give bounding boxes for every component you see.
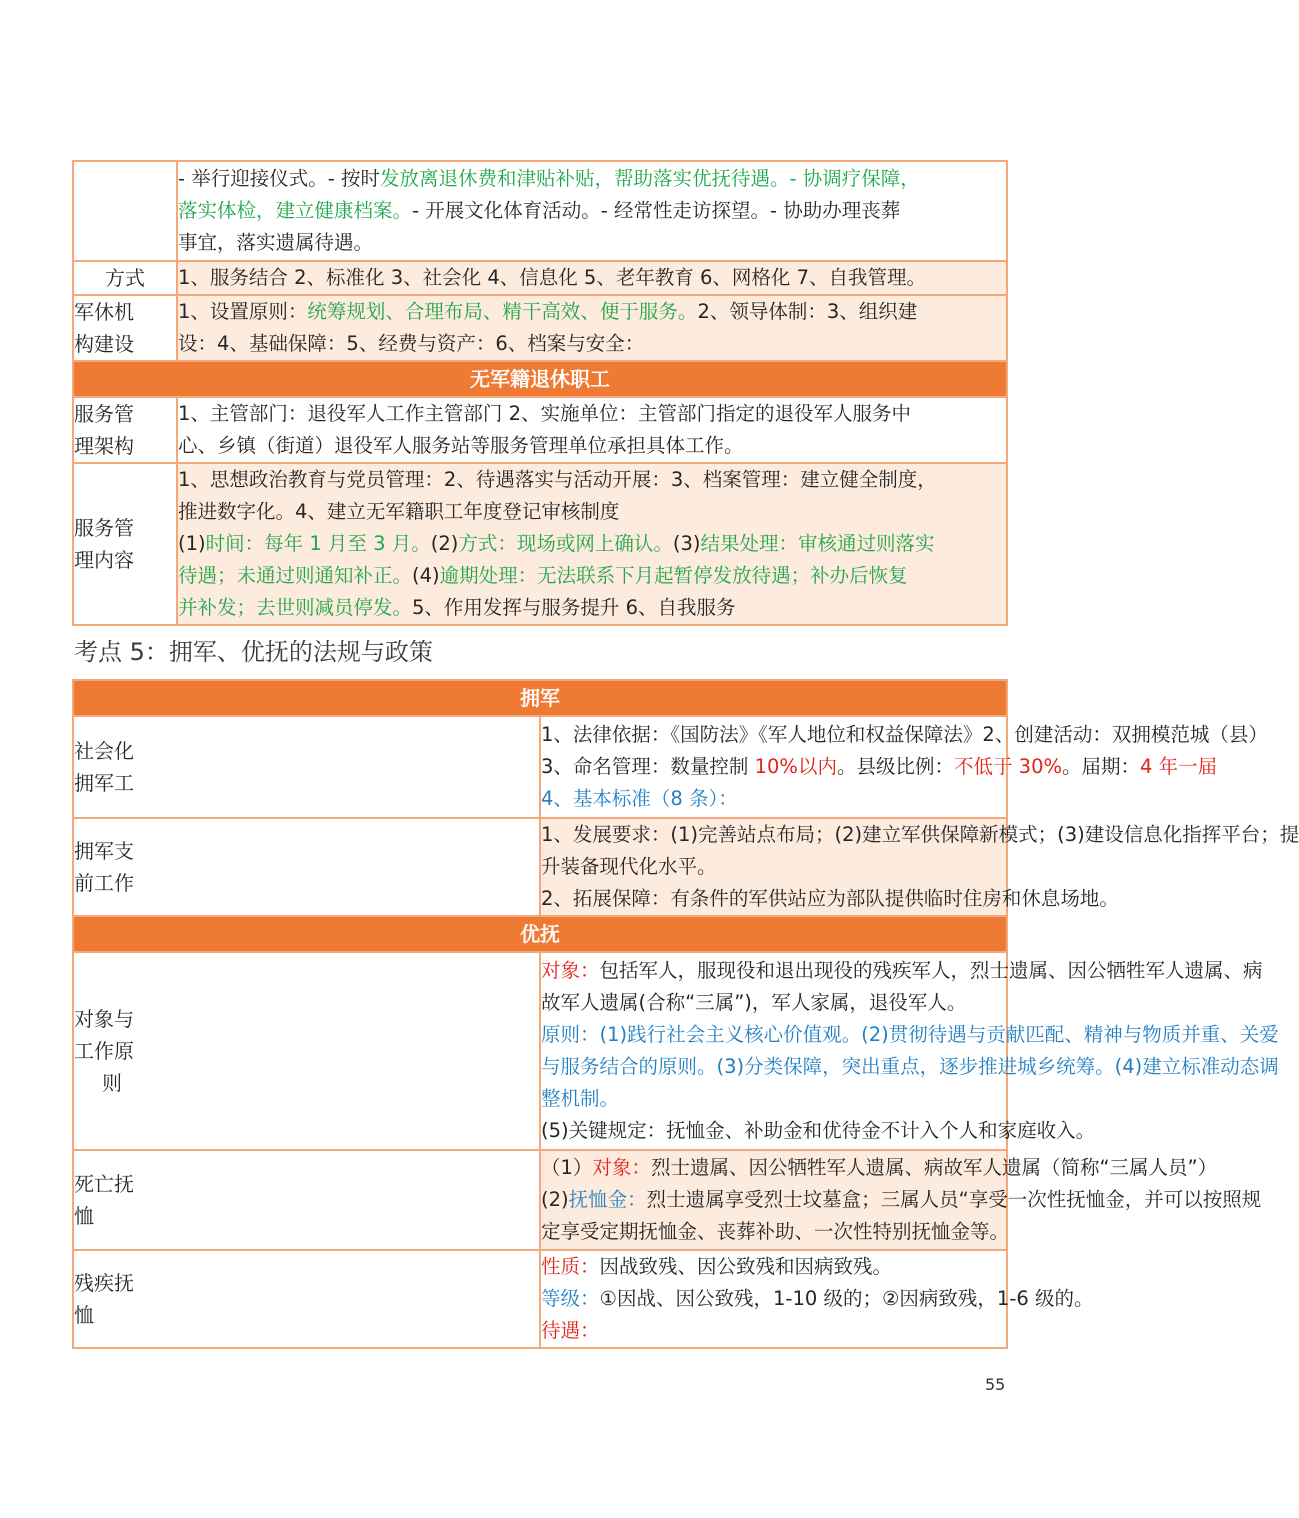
row-label: 方式 <box>73 261 177 295</box>
table-row <box>73 952 1007 1150</box>
row-label-empty <box>73 161 177 261</box>
row-content: 1、发展要求：(1)完善站点布局；(2)建立军供保障新模式；(3)建设信息化指挥平台；提 升装备现代化水平。 2、拓展保障：有条件的军供站应为部队提供临时住房和休息场地。 <box>540 818 1007 916</box>
row-content: 对象：包括军人，服现役和退出现役的残疾军人，烈士遗属、因公牺牲军人遗属、病 故军人遗属(合称“三属”)，军人家属，退役军人。 原则：(1)践行社会主义核心价值观。(2)贯彻待遇与贡献匹配、精神与物质并重、关爱 与服务结合的原则。(3)分类保障，突出重点，逐步推进城乡统筹。(4)建立标准动态调 整机制。 (5)关键规定：抚恤金、补助金和优待金不计入个人和家庭收入。 <box>540 952 1007 1150</box>
table-row <box>73 463 1007 625</box>
row-label: 服务管 理架构 <box>73 397 177 463</box>
table-row <box>73 1150 1007 1250</box>
row-label: 对象与 工作原 则 <box>73 952 540 1150</box>
section-heading: 考点 5：拥军、优抚的法规与政策 <box>74 638 433 666</box>
row-content: 1、主管部门：退役军人工作主管部门 2、实施单位：主管部门指定的退役军人服务中 心、乡镇（街道）退役军人服务站等服务管理单位承担具体工作。 <box>177 397 1007 463</box>
table-row <box>73 818 1007 916</box>
row-content: 1、思想政治教育与党员管理：2、待遇落实与活动开展：3、档案管理：建立健全制度， 推进数字化。4、建立无军籍职工年度登记审核制度 (1)时间：每年 1 月至 3 月。(2)方式：现场或网上确认。(3)结果处理：审核通过则落实 待遇；未通过则通知补正。(4)逾期处理：无法联系下月起暂停发放待遇；补办后恢复 并补发；去世则减员停发。5、作用发挥与服务提升 6、自我服务 <box>177 463 1007 625</box>
table-retirement-services <box>72 160 1008 626</box>
row-content: 1、设置原则：统筹规划、合理布局、精干高效、便于服务。2、领导体制：3、组织建 设：4、基础保障：5、经费与资产：6、档案与安全： <box>177 295 1007 361</box>
table-row <box>73 295 1007 361</box>
row-content: 1、法律依据：《国防法》《军人地位和权益保障法》2、创建活动：双拥模范城（县） 3、命名管理：数量控制 10%以内。县级比例：不低于 30%。届期：4 年一届 4、基本标准（8 条）： <box>540 716 1007 818</box>
row-content: 1、服务结合 2、标准化 3、社会化 4、信息化 5、老年教育 6、网格化 7、自我管理。 <box>177 261 1007 295</box>
section-header-row <box>73 916 1007 952</box>
section-header: 优抚 <box>73 916 1007 952</box>
row-content: （1）对象：烈士遗属、因公牺牲军人遗属、病故军人遗属（简称“三属人员”） (2)抚恤金：烈士遗属享受烈士坟墓盒；三属人员“享受一次性抚恤金，并可以按照规 定享受定期抚恤金、丧葬补助、一次性特别抚恤金等。 <box>540 1150 1007 1250</box>
table-support-army-policies <box>72 679 1299 1349</box>
table-row <box>73 161 1007 261</box>
table-row <box>73 397 1007 463</box>
table-row <box>73 261 1007 295</box>
page-number: 55 <box>985 1375 1006 1394</box>
section-header: 拥军 <box>73 680 1007 716</box>
table-row <box>73 716 1007 818</box>
row-label: 军休机 构建设 <box>73 295 177 361</box>
row-label: 残疾抚 恤 <box>73 1250 540 1348</box>
row-label: 服务管 理内容 <box>73 463 177 625</box>
section-header-row <box>73 680 1007 716</box>
table-row <box>73 1250 1007 1348</box>
section-header-row <box>73 361 1007 397</box>
row-content: - 举行迎接仪式。- 按时发放离退休费和津贴补贴，帮助落实优抚待遇。- 协调疗保障， 落实体检，建立健康档案。- 开展文化体育活动。- 经常性走访探望。- 协助办理丧葬 事宜，落实遗属待遇。 <box>177 161 1007 261</box>
row-content: 性质：因战致残、因公致残和因病致残。 等级：①因战、因公致残，1-10 级的；②因病致残，1-6 级的。 待遇： <box>540 1250 1007 1348</box>
row-label: 社会化 拥军工 <box>73 716 540 818</box>
row-label: 拥军支 前工作 <box>73 818 540 916</box>
row-label: 死亡抚 恤 <box>73 1150 540 1250</box>
section-header: 无军籍退休职工 <box>73 361 1007 397</box>
